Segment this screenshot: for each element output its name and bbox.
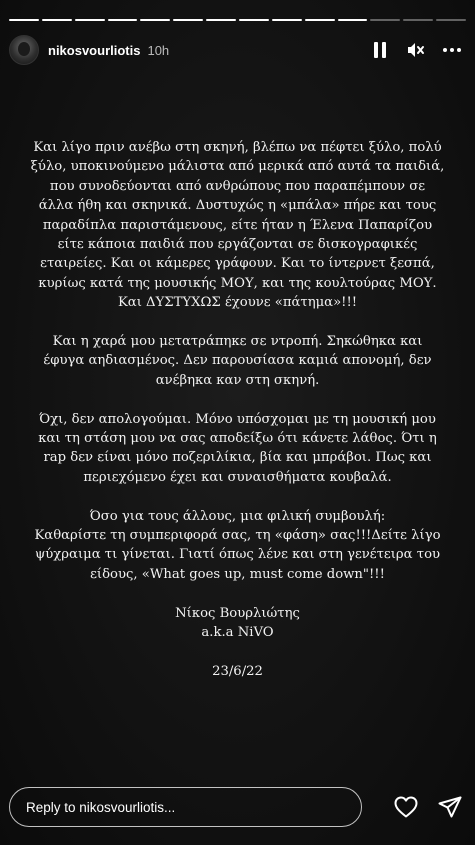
progress-segment — [272, 19, 302, 21]
reply-bar — [9, 786, 463, 828]
text-line: είδους, «What goes up, must come down"!!! — [90, 566, 385, 582]
progress-segment — [42, 19, 72, 21]
progress-segment — [338, 19, 368, 21]
pause-button[interactable] — [369, 39, 391, 61]
text-line: είτε κάποια παιδιά που εργάζονται σε δισκογραφικές — [57, 237, 418, 253]
username[interactable]: nikosvourliotis — [48, 42, 141, 58]
progress-segment — [206, 19, 236, 21]
text-line: rap δεν είναι μόνο ποζεριλίκια, βία και μπράβοι. Πως και — [43, 450, 432, 466]
pause-icon — [373, 42, 387, 58]
signature-aka: a.k.a NiVO — [201, 625, 274, 641]
progress-segment — [9, 19, 39, 21]
text-line: Και η χαρά μου μετατράπηκε σε ντροπή. Σηκώθηκα και — [52, 334, 423, 350]
progress-segment — [403, 19, 433, 21]
signature-name: Νίκος Βουρλιώτης — [175, 605, 300, 621]
text-line: ψύχραιμα τι γίνεται. Γιατί όπως λένε και στη γενέτειρα του — [34, 547, 441, 563]
post-time: 10h — [147, 42, 170, 58]
text-line: έφυγα αηδιασμένος. Δεν παρουσίασα καμιά απονομή, δεν — [43, 353, 432, 369]
text-line: περιεχόμενο έχει και συναισθήματα κουβαλά. — [83, 469, 392, 485]
muted-speaker-icon — [407, 42, 425, 58]
reply-input[interactable] — [9, 787, 362, 827]
more-options-icon — [443, 48, 461, 52]
paragraph-2 — [14, 332, 461, 390]
like-button[interactable] — [393, 794, 419, 820]
progress-segment — [140, 19, 170, 21]
text-line: Καθαρίστε τη συμπεριφορά σας, τη «φάση» σας!!!Δείτε λίγο — [34, 528, 441, 544]
send-icon — [438, 796, 462, 818]
progress-segment — [75, 19, 105, 21]
more-options-button[interactable] — [441, 39, 463, 61]
story-text — [14, 138, 461, 681]
text-line: άλλα ήθη και σκηνικά. Δυστυχώς η «μπάλα» πήρε και τους — [38, 198, 437, 214]
text-line: Όσο για τους άλλους, μια φιλική συμβουλή: — [89, 508, 386, 524]
text-line: ξύλο, υποκινούμενο μάλιστα από μερικά από αυτά τα παιδιά, — [30, 159, 445, 175]
text-line: Όχι, δεν απολογούμαι. Μόνο υπόσχομαι με τη μουσική μου — [39, 411, 436, 427]
text-line: Και λίγο πριν ανέβω στη σκηνή, βλέπω να πέφτει ξύλο, πολύ — [33, 140, 442, 155]
text-line: εταιρείες. Και οι κάμερες γράφουν. Και το ίντερνετ ξεσπά, — [40, 256, 435, 272]
send-button[interactable] — [437, 794, 463, 820]
paragraph-1 — [14, 138, 461, 313]
progress-segment — [370, 19, 400, 21]
progress-segment — [305, 19, 335, 21]
text-line: που συνοδεύονται από ανθρώπους που παραπέμπουν σε — [49, 178, 426, 194]
text-line: παραδίπλα παριστάμενους, είτε ήταν η Έλενα Παπαρίζου — [42, 217, 433, 233]
progress-segment — [436, 19, 466, 21]
progress-segment — [239, 19, 269, 21]
text-line: και τη στάση μου να σας αποδείξω ότι κάνετε λάθος. Ότι η — [38, 431, 437, 447]
avatar[interactable] — [9, 35, 39, 65]
paragraph-4 — [14, 507, 461, 585]
text-line: ανέβηκα καν στη σκηνή. — [155, 372, 320, 388]
date: 23/6/22 — [212, 663, 263, 679]
progress-segment — [108, 19, 138, 21]
reply-actions — [393, 794, 463, 820]
story-progress-bar — [9, 19, 466, 21]
mute-button[interactable] — [405, 39, 427, 61]
paragraph-3 — [14, 410, 461, 488]
text-line: κυρίως κατά της μουσικής ΜΟΥ, και της κουλτούρας ΜΟΥ. — [38, 275, 437, 291]
heart-icon — [394, 796, 418, 818]
progress-segment — [173, 19, 203, 21]
story-controls — [369, 39, 463, 61]
story-header — [9, 36, 463, 64]
text-line: Και ΔΥΣΤΥΧΩΣ έχουνε «πάτημα»!!! — [117, 295, 358, 311]
